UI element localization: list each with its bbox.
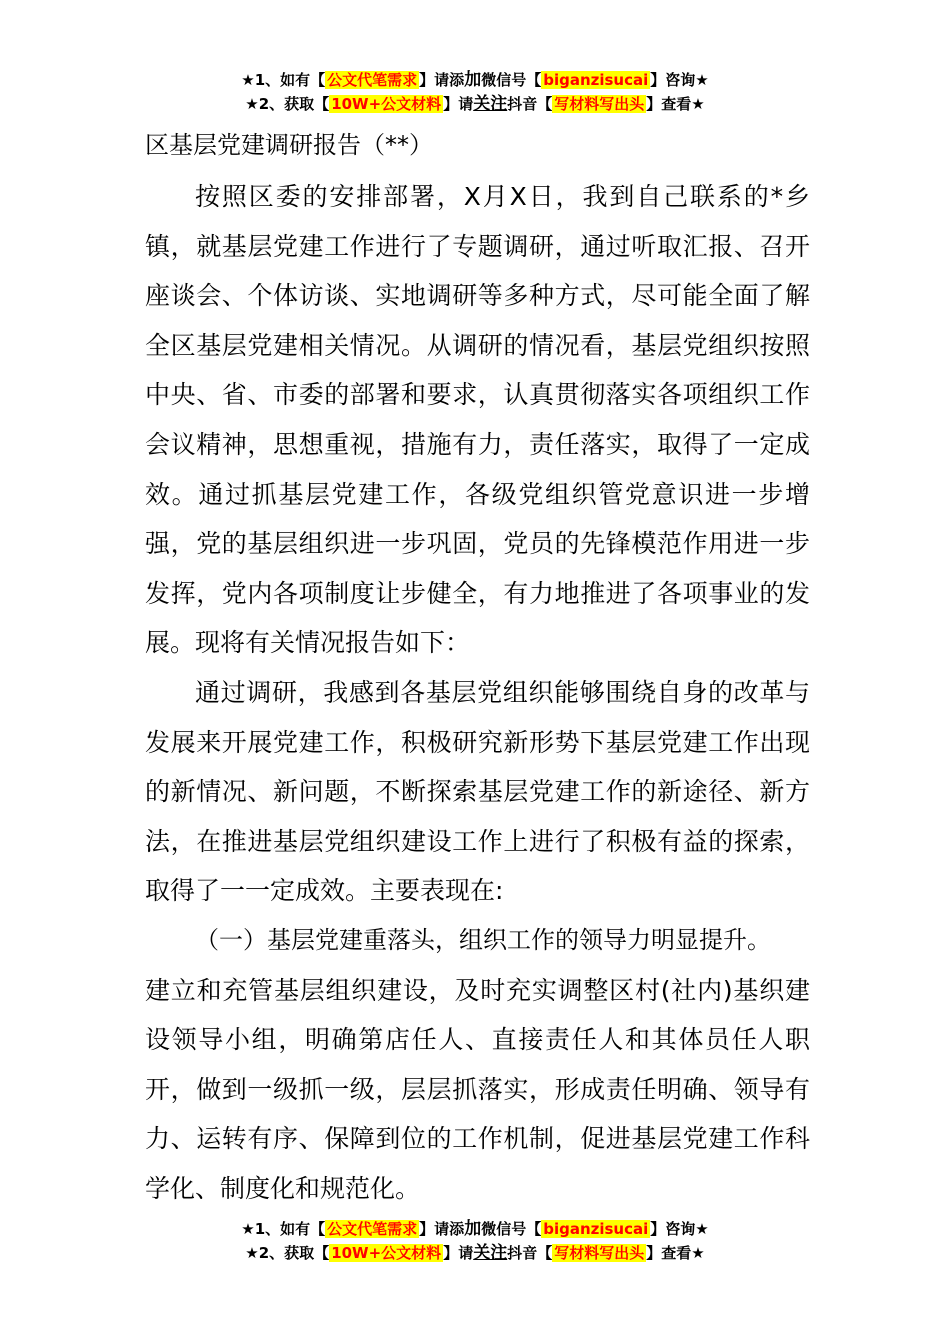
highlight-service: 公文代笔需求: [327, 71, 418, 89]
star-icon: ★: [245, 95, 259, 113]
highlight-douyin-account: 写材料写出头: [554, 1244, 645, 1262]
star-icon: ★: [245, 1244, 259, 1262]
highlight-douyin-account: 写材料写出头: [554, 95, 645, 113]
paragraph-summary: 通过调研，我感到各基层党组织能够围绕自身的改革与发展来开展党建工作，积极研究新形势下基层党建工作出现的新情况、新问题，不断探索基层党建工作的新途径、新方法，在推进基层党组织建设工作上进行了积极有益的探索，取得了一一定成效。主要表现在:: [145, 677, 810, 906]
highlight-service: 公文代笔需求: [327, 1220, 418, 1238]
document-body: [145, 172, 810, 1213]
section-body: 建立和充管基层组织建设，及时充实调整区村(社内)基织建设领导小组，明确第店任人、直接责任人和其体员任人职开，做到一级抓一级，层层抓落实，形成责任明确、领导有力、运转有序、保障到位的工作机制，促进基层党建工作科学化、制度化和规范化。: [145, 975, 810, 1203]
star-icon: ★: [241, 1220, 255, 1238]
highlight-wechat-id: biganzisucai: [543, 1220, 649, 1238]
promo-banner-bottom: [0, 1217, 950, 1265]
star-icon: ★: [241, 71, 255, 89]
promo-line-1: ★1、如有【 公文代笔需求 】请添加微信号【 biganzisucai 】咨询★: [241, 1219, 709, 1239]
promo-line-2: ★2、获取【 10W+公文材料 】请关注抖音【 写材料写出头 】查看★: [245, 94, 705, 114]
promo-banner-top: [0, 68, 950, 116]
paragraph-intro: 按照区委的安排部署，X月X日，我到自己联系的*乡镇，就基层党建工作进行了专题调研，通过听取汇报、召开座谈会、个体访谈、实地调研等多种方式，尽可能全面了解全区基层党建相关情况。从调研的情况看，基层党组织按照中央、省、市委的部署和要求，认真贯彻落实各项组织工作会议精神，思想重视，措施有力，责任落实，取得了一定成效。通过抓基层党建工作，各级党组织管党意识进一步增强，党的基层组织进一步巩固，党员的先锋模范作用进一步发挥，党内各项制度让步健全，有力地推进了各项事业的发展。现将有关情况报告如下：: [145, 182, 810, 658]
highlight-materials: 10W+公文材料: [331, 1244, 442, 1262]
highlight-wechat-id: biganzisucai: [543, 71, 649, 89]
highlight-materials: 10W+公文材料: [331, 95, 442, 113]
section-heading: （一）基层党建重落头，组织工作的领导力明显提升。: [195, 925, 771, 954]
document-title: 区基层党建调研报告（**）: [145, 131, 433, 159]
promo-line-1: ★1、如有【 公文代笔需求 】请添加微信号【 biganzisucai 】咨询★: [241, 70, 709, 90]
promo-line-2: ★2、获取【 10W+公文材料 】请关注抖音【 写材料写出头 】查看★: [245, 1243, 705, 1263]
